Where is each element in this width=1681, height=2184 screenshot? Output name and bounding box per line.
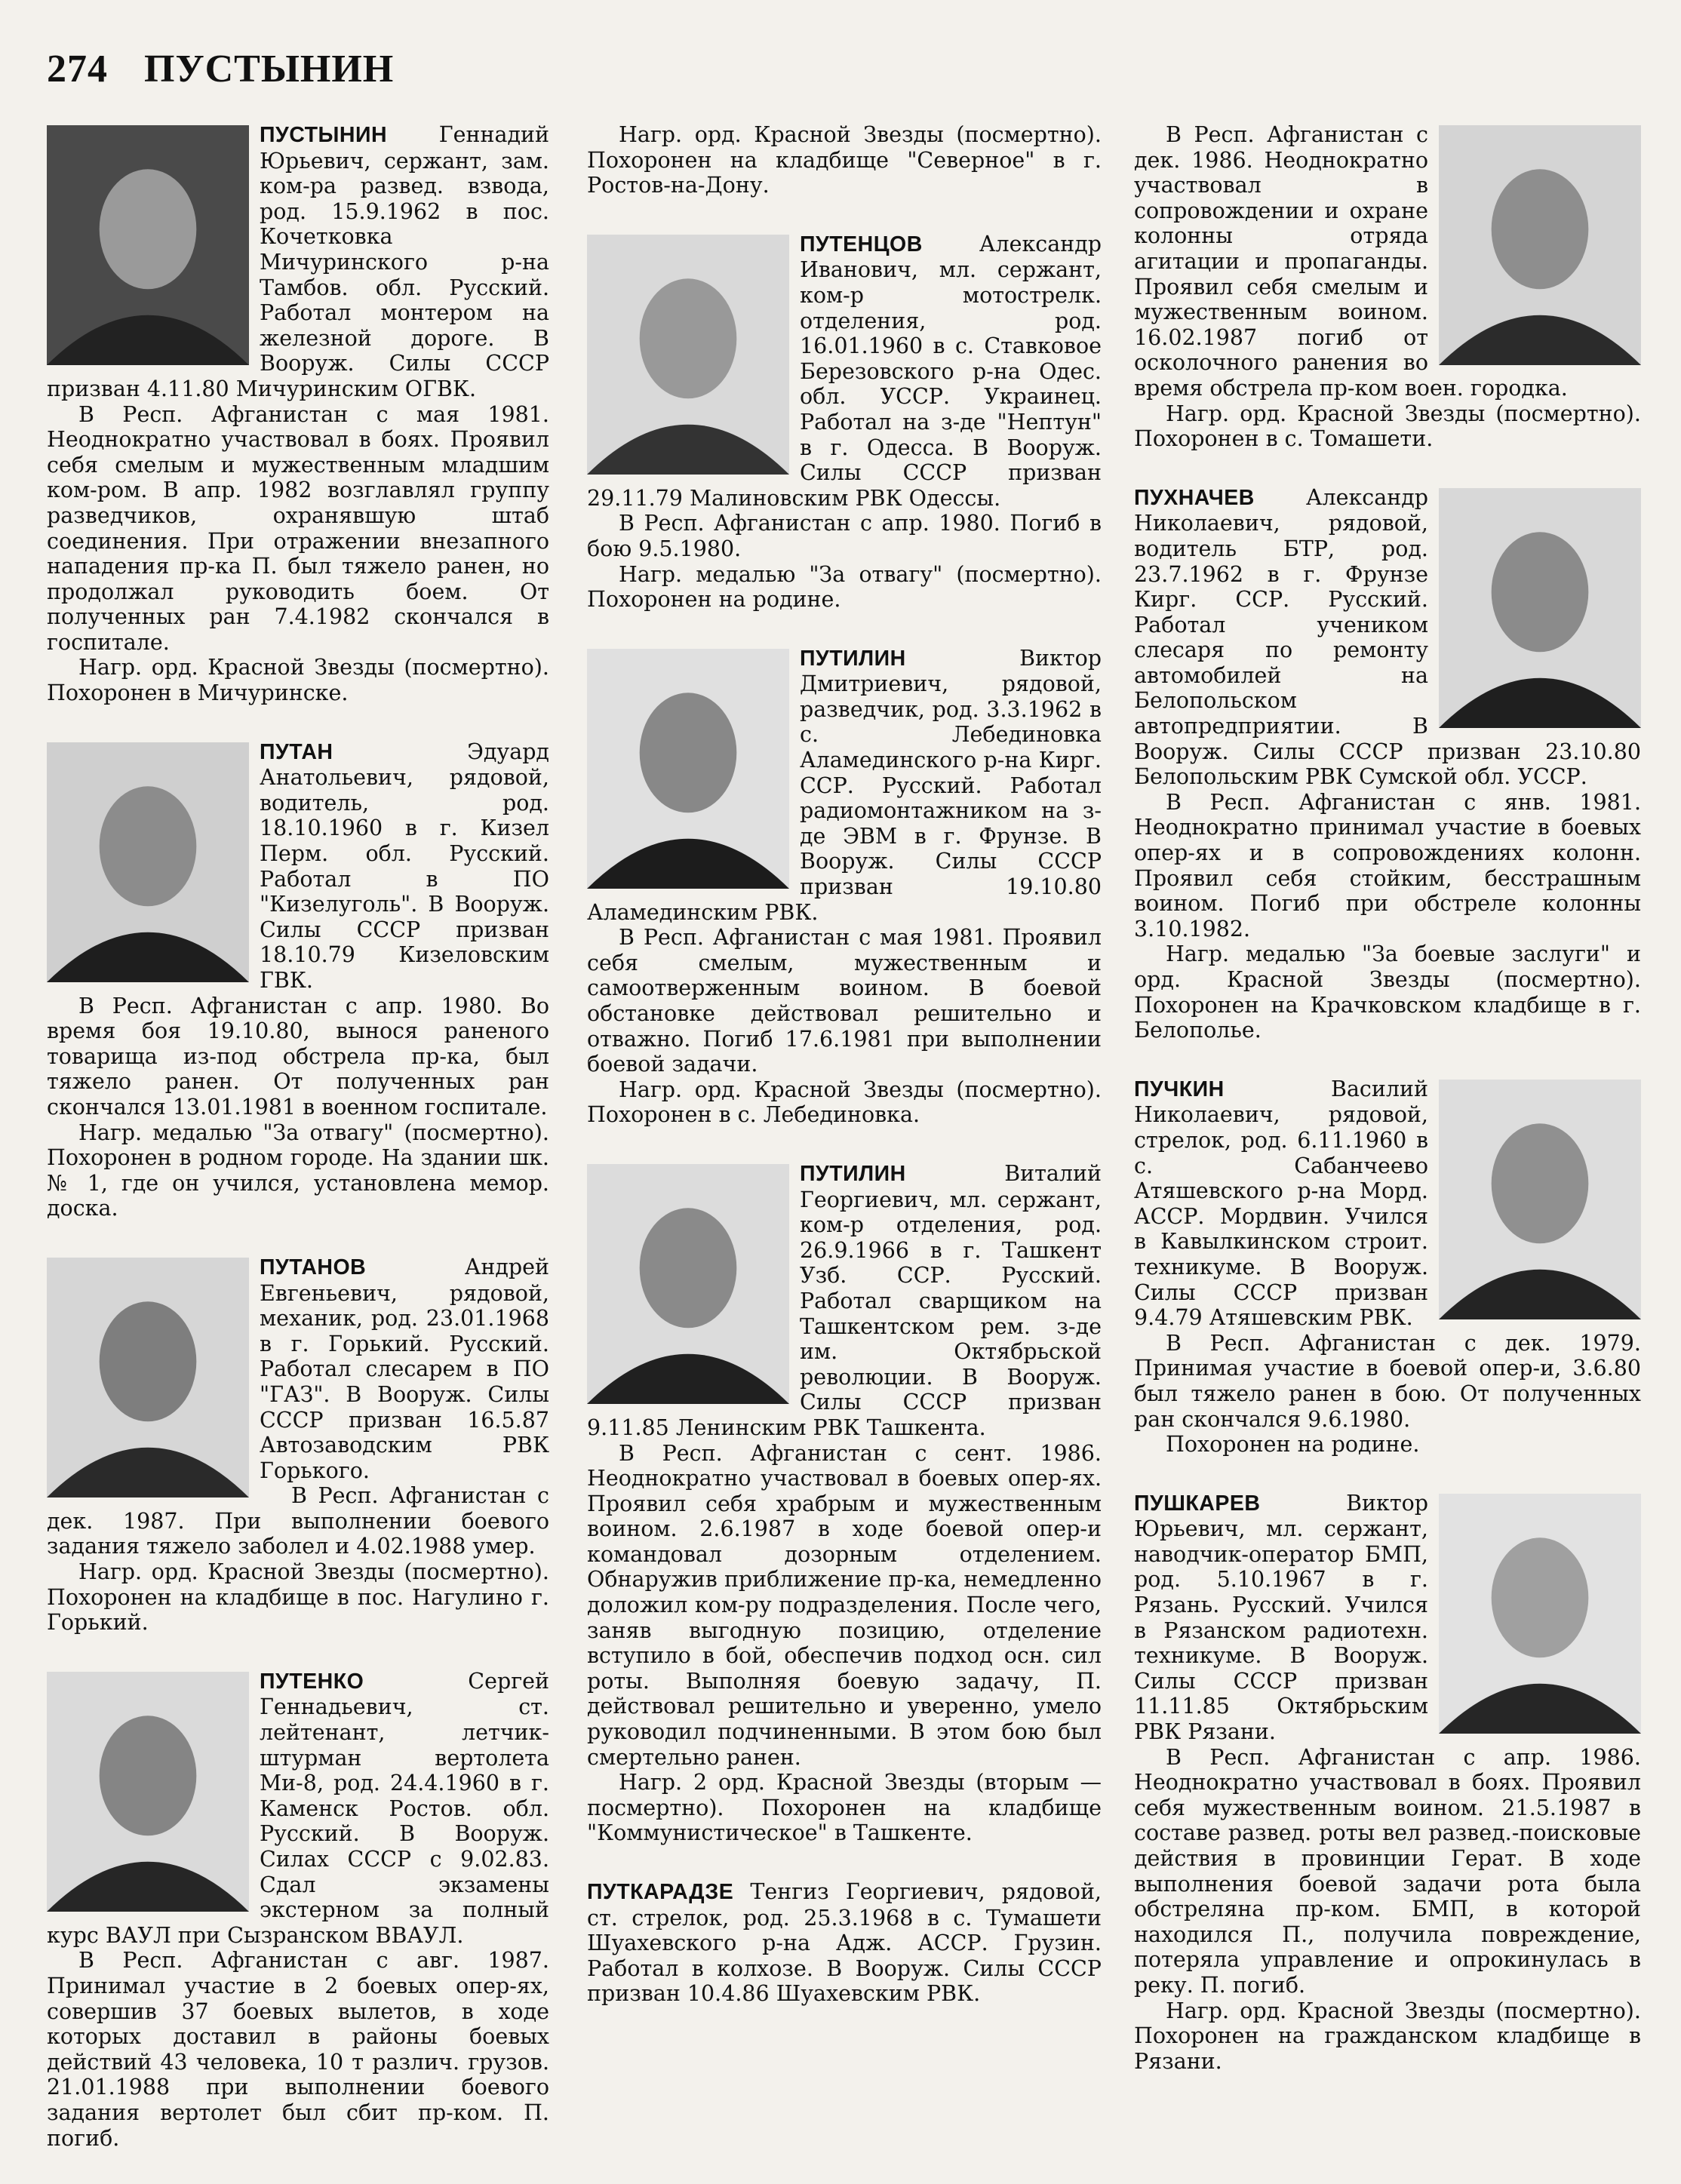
entry-lead-text: Виталий Георгиевич, мл. сержант, ком-р отделения, род. 26.9.1966 в г. Ташкент Узб. ССР. Русский. Работал сварщиком на Ташкентском рем. з-де им. Октябрьской революции. В Вооруж. Силы СССР призван 9.11.85 Ленинским РВК Ташкента. — [587, 1160, 1102, 1440]
entry-putilin-vitaly — [587, 1161, 1102, 1846]
entry-paragraph: В Респ. Афганистан с апр. 1980. Во время боя 19.10.80, вынося раненого товарища из-под обстрела пр-ка, был тяжело ранен. От полученных ран скончался 13.01.1981 в военном госпитале. — [47, 993, 549, 1120]
entry-surname: ПУТЕНЦОВ — [800, 232, 923, 256]
column-3 — [1134, 122, 1641, 2107]
portrait-photo — [587, 649, 789, 889]
portrait-photo — [1439, 1080, 1641, 1319]
portrait-photo — [1439, 125, 1641, 365]
portrait-photo — [47, 742, 249, 982]
entry-lead-text: Тенгиз Георгиевич, рядовой, ст. стрелок, род. 25.3.1968 в с. Тумашети Шуахевского р-на Адж. АССР. Грузин. Работал в колхозе. В Вооруж. Силы СССР призван 10.4.86 Шуахевским РВК. — [587, 1879, 1102, 2007]
entry-paragraph: Нагр. орд. Красной Звезды (посмертно). Похоронен на кладбище в пос. Нагулино г. Горький. — [47, 1559, 549, 1636]
entry-paragraph: В Респ. Афганистан с дек. 1979. Принимая участие в боевой опер-и, 3.6.80 был тяжело ранен в бою. От полученных ран скончался 9.6.1980. — [1134, 1330, 1641, 1432]
entry-paragraph: Нагр. орд. Красной Звезды (посмертно). Похоронен на кладбище "Северное" в г. Ростов-на-Дону. — [587, 122, 1102, 198]
entry-paragraph: В Респ. Афганистан с мая 1981. Проявил себя смелым, мужественным и самоотверженным воином. В боевой обстановке действовал решительно и отважно. Погиб 17.6.1981 при выполнении боевой задачи. — [587, 925, 1102, 1077]
entry-lead-text: Сергей Геннадьевич, ст. лейтенант, летчик-штурман вертолета Ми-8, род. 24.4.1960 в г. Каменск Ростов. обл. Русский. В Вооруж. Силах СССР с 9.02.83. Сдал экзамены экстерном за полный курс ВАУЛ при Сызранском ВВАУЛ. — [47, 1668, 549, 1948]
portrait-photo — [47, 1672, 249, 1912]
entry-pustynin — [47, 122, 549, 706]
entry-paragraph: Нагр. 2 орд. Красной Звезды (вторым — посмертно). Похоронен на кладбище "Коммунистическое" в Ташкенте. — [587, 1770, 1102, 1846]
portrait-photo — [47, 1258, 249, 1497]
entry-surname: ПУТЕНКО — [260, 1669, 364, 1694]
entry-paragraph: Нагр. орд. Красной Звезды (посмертно). Похоронен в с. Лебединовка. — [587, 1077, 1102, 1128]
entry-surname: ПУТКАРАДЗЕ — [587, 1880, 734, 1904]
entry-paragraph: В Респ. Афганистан с сент. 1986. Неоднократно участвовал в боевых опер-ях. Проявил себя храбрым и мужественным воином. 2.6.1987 в ходе боевой опер-и командовал дозорным отделением. Обнаружив приближение пр-ка, немедленно доложил ком-ру подразделения. После чего, заняв выгодную позицию, отделение вступило в бой, обеспечив подход осн. сил роты. Выполняя боевую задачу, П. действовал решительно и уверенно, умело руководил подчиненными. В этом бою был смертельно ранен. — [587, 1440, 1102, 1770]
entry-surname: ПУЧКИН — [1134, 1077, 1225, 1101]
entry-paragraph: Нагр. медалью "За отвагу" (посмертно). Похоронен в родном городе. На здании шк. № 1, где он учился, установлена мемор. доска. — [47, 1120, 549, 1221]
portrait-photo — [1439, 488, 1641, 728]
entry-putanov — [47, 1255, 549, 1636]
entry-putkaradze — [587, 1879, 1102, 2007]
entry-surname: ПУХНАЧЕВ — [1134, 485, 1255, 510]
entry-putenko-cont — [587, 122, 1102, 198]
entry-putenko — [47, 1669, 549, 2151]
entry-lead-text: Василий Николаевич, рядовой, стрелок, род. 6.11.1960 в с. Сабанчеево Атяшевского р-на Морд. АССР. Мордвин. Учился в Кавылкинском строит. техникуме. В Вооруж. Силы СССР призван 9.4.79 Атяшевским РВК. — [1134, 1076, 1428, 1331]
entry-paragraph: Нагр. орд. Красной Звезды (посмертно). Похоронен в Мичуринске. — [47, 655, 549, 706]
entry-putentsov — [587, 232, 1102, 613]
entry-paragraph: Нагр. орд. Красной Звезды (посмертно). Похоронен на гражданском кладбище в Рязани. — [1134, 1998, 1641, 2074]
portrait-photo — [587, 1164, 789, 1404]
entry-surname: ПУТАНОВ — [260, 1255, 367, 1279]
entry-surname: ПУСТЫНИН — [260, 123, 388, 147]
entry-putkaradze-cont — [1134, 122, 1641, 452]
entry-paragraph: Похоронен на родине. — [1166, 1432, 1420, 1458]
running-title: ПУСТЫНИН — [144, 48, 395, 91]
entry-putan — [47, 739, 549, 1221]
entry-lead-text: Эдуард Анатольевич, рядовой, водитель, род. 18.10.1960 в г. Кизел Перм. обл. Русский. Работал в ПО "Кизелуголь". В Вооруж. Силы СССР призван 18.10.79 Кизеловским ГВК. — [260, 739, 549, 993]
entry-surname: ПУТИЛИН — [800, 1161, 906, 1186]
portrait-photo — [47, 125, 249, 365]
entry-lead-text: Андрей Евгеньевич, рядовой, механик, род. 23.01.1968 в г. Горький. Русский. Работал слесарем в ПО "ГАЗ". В Вооруж. Силы СССР призван 16.5.87 Автозаводским РВК Горького. — [260, 1254, 549, 1483]
entry-paragraph: В Респ. Афганистан с апр. 1986. Неоднократно участвовал в боях. Проявил себя мужественным воином. 21.5.1987 в составе развед. роты вел развед.-поисковые действия в провинции Герат. В ходе выполнения боевой задачи рота была обстреляна пр-ком. БМП, в которой находился П., получила повреждение, потеряла управление и опрокинулась в реку. П. погиб. — [1134, 1744, 1641, 1998]
entry-paragraph: Нагр. орд. Красной Звезды (посмертно). Похоронен в с. Томашети. — [1134, 401, 1641, 452]
portrait-photo — [587, 235, 789, 475]
entry-paragraph: Нагр. медалью "За отвагу" (посмертно). Похоронен на родине. — [587, 561, 1102, 613]
page-header — [47, 47, 394, 91]
portrait-photo — [1439, 1494, 1641, 1734]
entry-lead-text: Виктор Дмитриевич, рядовой, разведчик, род. 3.3.1962 в с. Лебединовка Аламединского р-на Кирг. ССР. Русский. Работал радиомонтажником на з-де ЭВМ в г. Фрунзе. В Вооруж. Силы СССР призван 19.10.80 Аламединским РВК. — [587, 645, 1102, 925]
entry-puchkin — [1134, 1077, 1641, 1458]
entry-paragraph: В Респ. Афганистан с апр. 1980. Погиб в бою 9.5.1980. — [587, 511, 1102, 561]
entry-paragraph: В Респ. Афганистан с мая 1981. Неоднократно участвовал в боях. Проявил себя смелым и мужественным младшим ком-ром. В апр. 1982 возглавлял группу разведчиков, охранявшую штаб соединения. При отражении внезапного нападения пр-ка П. был тяжело ранен, но продолжал руководить боем. От полученных ран 7.4.1982 скончался в госпитале. — [47, 401, 549, 655]
entry-surname: ПУТАН — [260, 739, 333, 764]
entry-lead-text: Александр Иванович, мл. сержант, ком-р мотострелк. отделения, род. 16.01.1960 в с. Ставковое Березовского р-на Одес. обл. УССР. Украинец. Работал на з-де "Нептун" в г. Одесса. В Вооруж. Силы СССР призван 29.11.79 Малиновским РВК Одессы. — [587, 231, 1102, 511]
entry-paragraph: В Респ. Афганистан с янв. 1981. Неоднократно принимал участие в боевых опер-ях и в сопровождениях колонн. Проявил себя стойким, бесстрашным воином. Погиб при обстреле колонны 3.10.1982. — [1134, 789, 1641, 941]
entry-paragraph: В Респ. Афганистан с дек. 1986. Неоднократно участвовал в сопровождении и охране колонны отряда агитации и пропаганды. Проявил себя смелым и мужественным воином. 16.02.1987 погиб от осколочного ранения во время обстрела пр-ком воен. городка. — [1134, 122, 1568, 401]
page-number: 274 — [47, 48, 108, 91]
entry-paragraph: Нагр. медалью "За боевые заслуги" и орд. Красной Звезды (посмертно). Похоронен на Крачковском кладбище в г. Белополье. — [1134, 941, 1641, 1043]
entry-lead-text: Виктор Юрьевич, мл. сержант, наводчик-оператор БМП, род. 5.10.1967 в г. Рязань. Русский. Учился в Рязанском радиотехн. техникуме. В Вооруж. Силы СССР призван 11.11.85 Октябрьским РВК Рязани. — [1134, 1490, 1428, 1745]
entry-paragraph: В Респ. Афганистан с дек. 1987. При выполнении боевого задания тяжело заболел и 4.02.1988 умер. — [47, 1483, 549, 1559]
column-2 — [587, 122, 1102, 2040]
entry-paragraph: В Респ. Афганистан с авг. 1987. Принимал участие в 2 боевых опер-ях, совершив 37 боевых вылетов, в ходе которых доставил в районы боевых действий 43 человека, 10 т различ. грузов. 21.01.1988 при выполнении боевого задания вертолет был сбит пр-ком. П. погиб. — [47, 1948, 549, 2151]
column-1 — [47, 122, 549, 2184]
entry-pushkarev — [1134, 1491, 1641, 2075]
entry-lead-text: Александр Николаевич, рядовой, водитель БТР, род. 23.7.1962 в г. Фрунзе Кирг. ССР. Русский. Работал учеником слесаря по ремонту автомобилей на Белопольском автопредприятии. В Вооруж. Силы СССР призван 23.10.80 Белопольским РВК Сумской обл. УССР. — [1134, 484, 1641, 790]
entry-pukhnachev — [1134, 485, 1641, 1043]
entry-surname: ПУТИЛИН — [800, 646, 906, 671]
entry-surname: ПУШКАРЕВ — [1134, 1491, 1261, 1516]
entry-putilin-viktor — [587, 646, 1102, 1128]
entry-lead-text: Геннадий Юрьевич, сержант, зам. ком-ра развед. взвода, род. 15.9.1962 в пос. Кочетковка Мичуринского р-на Тамбов. обл. Русский. Работал монтером на железной дороге. В Вооруж. Силы СССР призван 4.11.80 Мичуринским ОГВК. — [47, 122, 549, 401]
